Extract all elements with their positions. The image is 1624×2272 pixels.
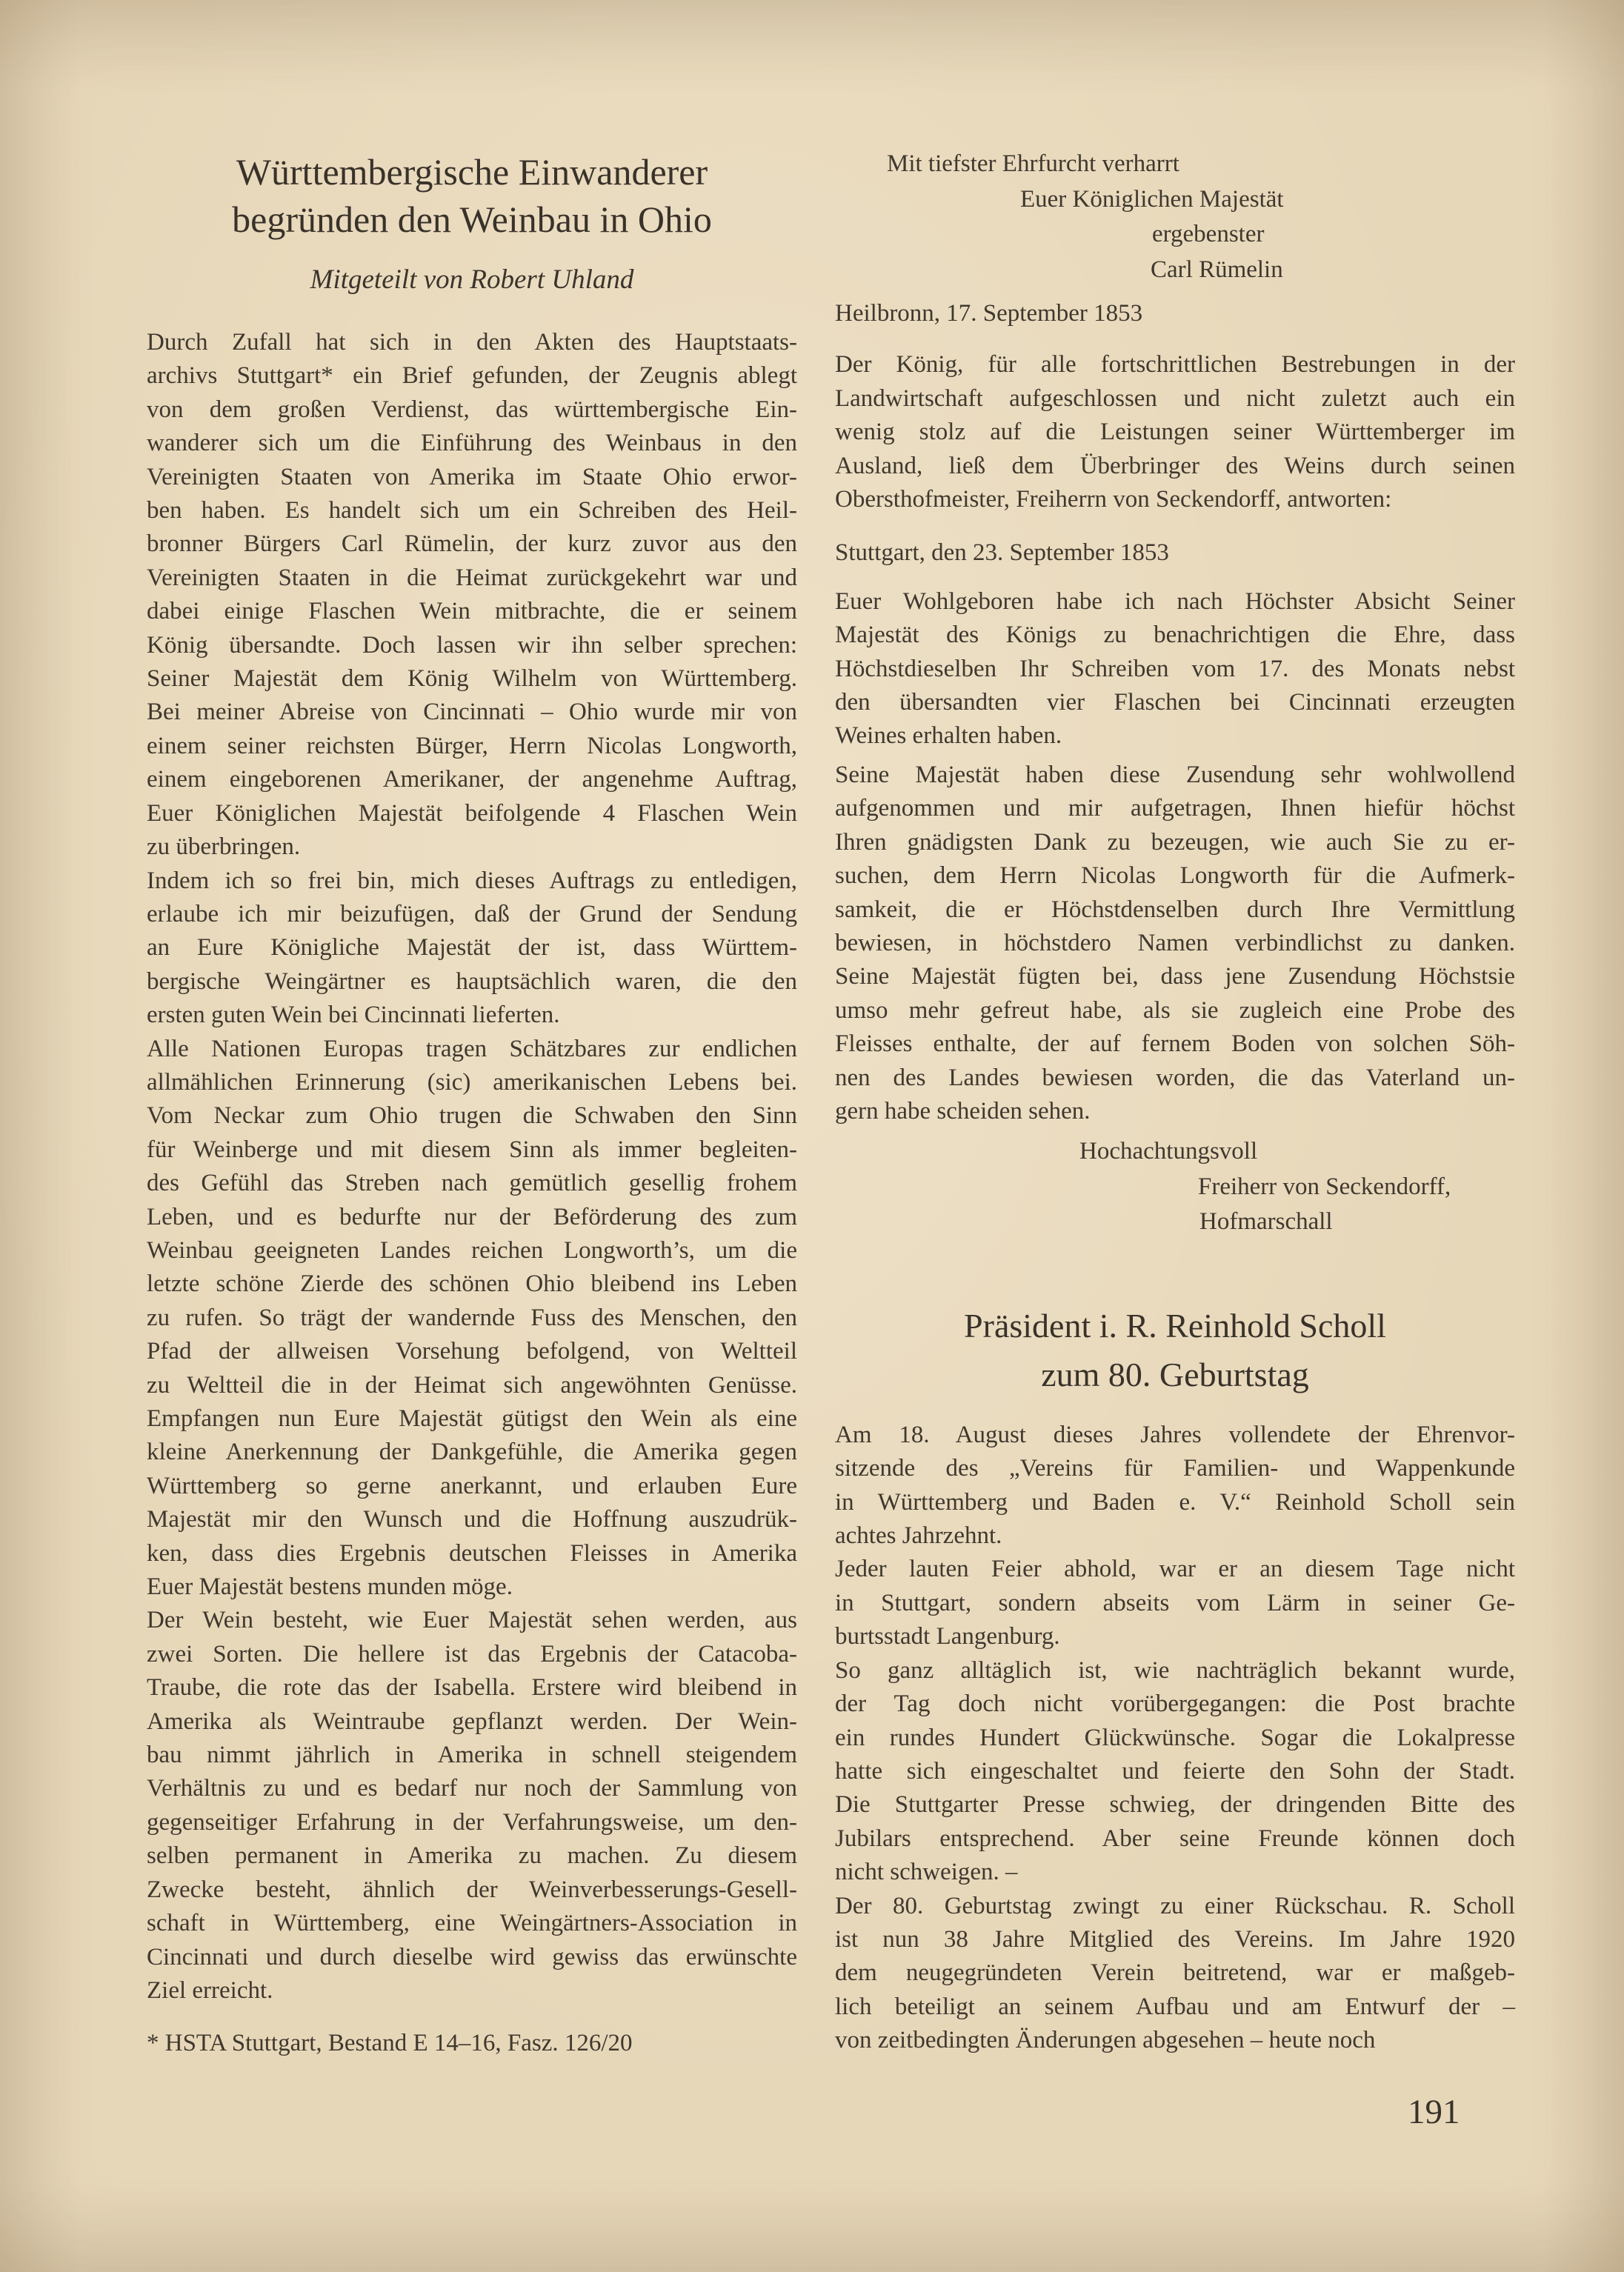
text-line: Seine Majestät fügten bei, dass jene Zusendung Höchstsie [835,963,1515,990]
text-line: umso mehr gefreut habe, als sie zugleich eine Probe des [835,996,1515,1024]
text-line: König übersandte. Doch lassen wir ihn selber sprechen: [147,631,797,659]
text-line: Der Wein besteht, wie Euer Majestät sehen werden, aus [147,1607,797,1634]
text-line: Obersthofmeister, Freiherrn von Seckendorff, antworten: [835,486,1392,513]
text-line: nen des Landes bewiesen worden, die das Vaterland un- [835,1064,1515,1091]
text-line: lich beteiligt an seinem Aufbau und am Entwurf der – [835,1993,1515,2020]
paragraph-letter-3 [147,1604,797,2008]
text-line: kleine Anerkennung der Dankgefühle, die Amerika gegen [147,1439,797,1466]
right-column [835,147,1515,2058]
text-line: samkeit, die er Höchstdenselben durch Ihre Vermittlung [835,896,1515,923]
text-line: Weines erhalten haben. [835,722,1062,750]
text-line: hatte sich eingeschaltet und feierte den Sohn der Stadt. [835,1757,1515,1785]
paragraph-reply-intro [835,348,1515,516]
text-line: Zwecke besteht, ähnlich der Weinverbesserungs-Gesell- [147,1876,797,1903]
text-line: dabei einige Flaschen Wein mitbrachte, die er seinem [147,598,797,625]
text-line: einem seiner reichsten Bürger, Herrn Nicolas Longworth, [147,732,797,759]
text-line: archivs Stuttgart* ein Brief gefunden, der Zeugnis ablegt [147,362,797,390]
text-line: bronner Bürgers Carl Rümelin, der kurz zuvor aus den [147,530,797,558]
text-line: Pfad der allweisen Vorsehung befolgend, von Weltteil [147,1338,797,1365]
text-line: einem eingeborenen Amerikaner, der angenehme Auftrag, [147,766,797,793]
text-line: zu überbringen. [147,833,301,861]
second-article-title-line-2: zum 80. Geburtstag [1041,1355,1309,1393]
text-line: nicht schweigen. – [835,1859,1018,1886]
text-line: suchen, dem Herrn Nicolas Longworth für die Aufmerk- [835,862,1515,890]
text-line: ben haben. Es handelt sich um ein Schreiben des Heil- [147,497,797,524]
text-line: von dem großen Verdienst, das württembergische Ein- [147,396,797,423]
reply-closing [835,1134,1515,1240]
text-line: schaft in Württemberg, eine Weingärtners-Association in [147,1910,797,1937]
paragraph-scholl-3 [835,1654,1515,1890]
text-line: ist nun 38 Jahre Mitglied des Vereins. Im Jahre 1920 [835,1925,1515,1953]
text-line: aufgenommen und mir aufgetragen, Ihnen hiefür höchst [835,795,1515,822]
text-line: zu Weltteil die in der Heimat sich angewöhnten Genüsse. [147,1371,797,1399]
paragraph-scholl-2 [835,1553,1515,1653]
second-article-title [835,1302,1515,1399]
text-line: Durch Zufall hat sich in den Akten des Hauptstaats- [147,329,797,356]
text-line: Jubilars entsprechend. Aber seine Freunde können doch [835,1825,1515,1852]
text-line: bau nimmt jährlich in Amerika in schnell steigendem [147,1742,797,1769]
text-line: Traube, die rote das der Isabella. Erstere wird bleibend in [147,1674,797,1702]
text-line: gegenseitiger Erfahrung in der Verfahrungsweise, um den- [147,1808,797,1836]
text-line: Euer Wohlgeboren habe ich nach Höchster Absicht Seiner [835,587,1515,615]
paragraph-intro [147,326,797,865]
text-line: Vereinigten Staaten von Amerika im Staate Ohio erwor- [147,463,797,490]
letter-closing [835,147,1515,330]
text-line: Bei meiner Abreise von Cincinnati – Ohio wurde mir von [147,699,797,726]
text-line: bewiesen, in höchstdero Namen verbindlichst zu danken. [835,929,1515,956]
text-line: Euer Königlichen Majestät beifolgende 4 Flaschen Wein [147,799,797,827]
text-line: Württemberg so gerne anerkannt, und erlauben Eure [147,1472,797,1499]
text-line: Verhältnis zu und es bedarf nur noch der Sammlung von [147,1775,797,1802]
reply-closing-line: Hochachtungsvoll [1079,1138,1258,1165]
text-line: Seiner Majestät dem König Wilhelm von Württemberg. [147,665,797,693]
text-line: der Tag doch nicht vorübergegangen: die Post brachte [835,1690,1515,1718]
text-line: Ziel erreicht. [147,1976,273,2004]
text-line: wenig stolz auf die Leistungen seiner Württemberger im [835,419,1515,446]
text-line: gern habe scheiden sehen. [835,1097,1091,1125]
text-line: burtsstadt Langenburg. [835,1623,1060,1650]
text-line: Der König, für alle fortschrittlichen Bestrebungen in der [835,351,1515,379]
text-line: So ganz alltäglich ist, wie nachträglich bekannt wurde, [835,1656,1515,1684]
text-line: Fleisses enthalte, der auf fernem Boden von solchen Söh- [835,1030,1515,1058]
text-line: Vereinigten Staaten in die Heimat zurückgekehrt war und [147,564,797,591]
letter-dateline-heilbronn: Heilbronn, 17. September 1853 [835,300,1143,327]
article-title-line-2: begründen den Weinbau in Ohio [232,199,712,240]
text-line: Euer Majestät bestens munden möge. [147,1573,513,1601]
text-line: Landwirtschaft aufgeschlossen und nicht zuletzt auch ein [835,384,1515,412]
text-line: Die Stuttgarter Presse schwieg, der dringenden Bitte des [835,1791,1515,1819]
text-line: selben permanent in Amerika zu machen. Zu diesem [147,1842,797,1870]
text-line: Empfangen nun Eure Majestät gütigst den Wein als eine [147,1405,797,1432]
left-column [147,148,797,2061]
text-line: Alle Nationen Europas tragen Schätzbares zur endlichen [147,1035,797,1062]
text-line: ersten guten Wein bei Cincinnati lieferten. [147,1002,560,1029]
text-line: zu rufen. So trägt der wandernde Fuss des Menschen, den [147,1304,797,1331]
text-line: in Württemberg und Baden e. V.“ Reinhold Scholl sein [835,1488,1515,1516]
letter-closing-line: ergebenster [1152,221,1265,247]
text-line: in Stuttgart, sondern abseits vom Lärm in seiner Ge- [835,1589,1515,1616]
text-line: letzte schöne Zierde des schönen Ohio bleibend ins Leben [147,1270,797,1298]
text-line: Amerika als Weintraube gepflanzt werden. Der Wein- [147,1708,797,1735]
paragraph-scholl-4 [835,1890,1515,2058]
reply-signature-name: Freiherr von Seckendorff, [1198,1173,1451,1200]
text-line: ein rundes Hundert Glückwünsche. Sogar die Lokalpresse [835,1724,1515,1751]
text-line: Vom Neckar zum Ohio trugen die Schwaben den Sinn [147,1102,797,1130]
paragraph-letter-1 [147,865,797,1033]
text-line: Der 80. Geburtstag zwingt zu einer Rückschau. R. Scholl [835,1892,1515,1919]
text-line: bergische Weingärtner es hauptsächlich waren, die den [147,967,797,995]
letter-dateline-stuttgart: Stuttgart, den 23. September 1853 [835,539,1169,567]
text-line: Majestät mir den Wunsch und die Hoffnung auszudrük- [147,1506,797,1533]
second-article-title-line-1: Präsident i. R. Reinhold Scholl [964,1306,1386,1345]
text-line: Jeder lauten Feier abhold, war er an diesem Tage nicht [835,1556,1515,1583]
text-line: dem neugegründeten Verein beitretend, war er maßgeb- [835,1959,1515,1987]
text-line: sitzende des „Vereins für Familien- und Wappenkunde [835,1455,1515,1482]
footnote: * HSTA Stuttgart, Bestand E 14–16, Fasz. 126/20 [147,2030,633,2057]
article-body [147,326,797,2008]
text-line: den übersandten vier Flaschen bei Cincinnati erzeugten [835,689,1515,716]
article-subtitle: Mitgeteilt von Robert Uhland [310,264,634,295]
reply-signature-title: Hofmarschall [1199,1208,1333,1236]
text-line: an Eure Königliche Majestät der ist, dass Württem- [147,934,797,962]
text-line: allmählichen Erinnerung (sic) amerikanischen Lebens bei. [147,1068,797,1096]
text-line: Leben, und es bedurfte nur der Beförderung des zum [147,1203,797,1230]
letter-signature-name: Carl Rümelin [1151,256,1283,283]
text-line: Cincinnati und durch dieselbe wird gewiss das erwünschte [147,1943,797,1970]
text-line: Majestät des Königs zu benachrichtigen die Ehre, dass [835,622,1515,649]
paragraph-scholl-1 [835,1419,1515,1553]
text-line: zwei Sorten. Die hellere ist das Ergebnis der Catacoba- [147,1640,797,1668]
article-title-line-1: Württembergische Einwanderer [236,151,708,193]
text-line: von zeitbedingten Änderungen abgesehen – heute noch [835,2027,1376,2054]
paragraph-reply-1 [835,585,1515,753]
page-number: 191 [1408,2093,1460,2131]
letter-closing-line: Mit tiefster Ehrfurcht verharrt [887,150,1179,177]
letter-closing-line: Euer Königlichen Majestät [1020,185,1284,213]
text-line: Ausland, ließ dem Überbringer des Weins durch seinen [835,452,1515,479]
text-line: achtes Jahrzehnt. [835,1522,1002,1550]
text-line: ken, dass dies Ergebnis deutschen Fleisses in Amerika [147,1539,797,1567]
text-line: wanderer sich um die Einführung des Weinbaus in den [147,430,797,457]
text-line: des Gefühl das Streben nach gemütlich gesellig frohem [147,1170,797,1197]
paragraph-reply-2 [835,759,1515,1128]
article-title [147,148,797,243]
text-line: Seine Majestät haben diese Zusendung sehr wohlwollend [835,761,1515,788]
paragraph-letter-2 [147,1033,797,1605]
text-line: Höchstdieselben Ihr Schreiben vom 17. des Monats nebst [835,655,1515,682]
text-line: Ihren gnädigsten Dank zu bezeugen, wie auch Sie zu er- [835,828,1515,856]
text-line: Am 18. August dieses Jahres vollendete der Ehrenvor- [835,1421,1515,1448]
text-line: Indem ich so frei bin, mich dieses Auftrags zu entledigen, [147,867,797,894]
text-line: für Weinberge und mit diesem Sinn als immer begleiten- [147,1136,797,1163]
text-line: Weinbau geeigneten Landes reichen Longworth’s, um die [147,1236,797,1264]
text-line: erlaube ich mir beizufügen, daß der Grund der Sendung [147,900,797,927]
